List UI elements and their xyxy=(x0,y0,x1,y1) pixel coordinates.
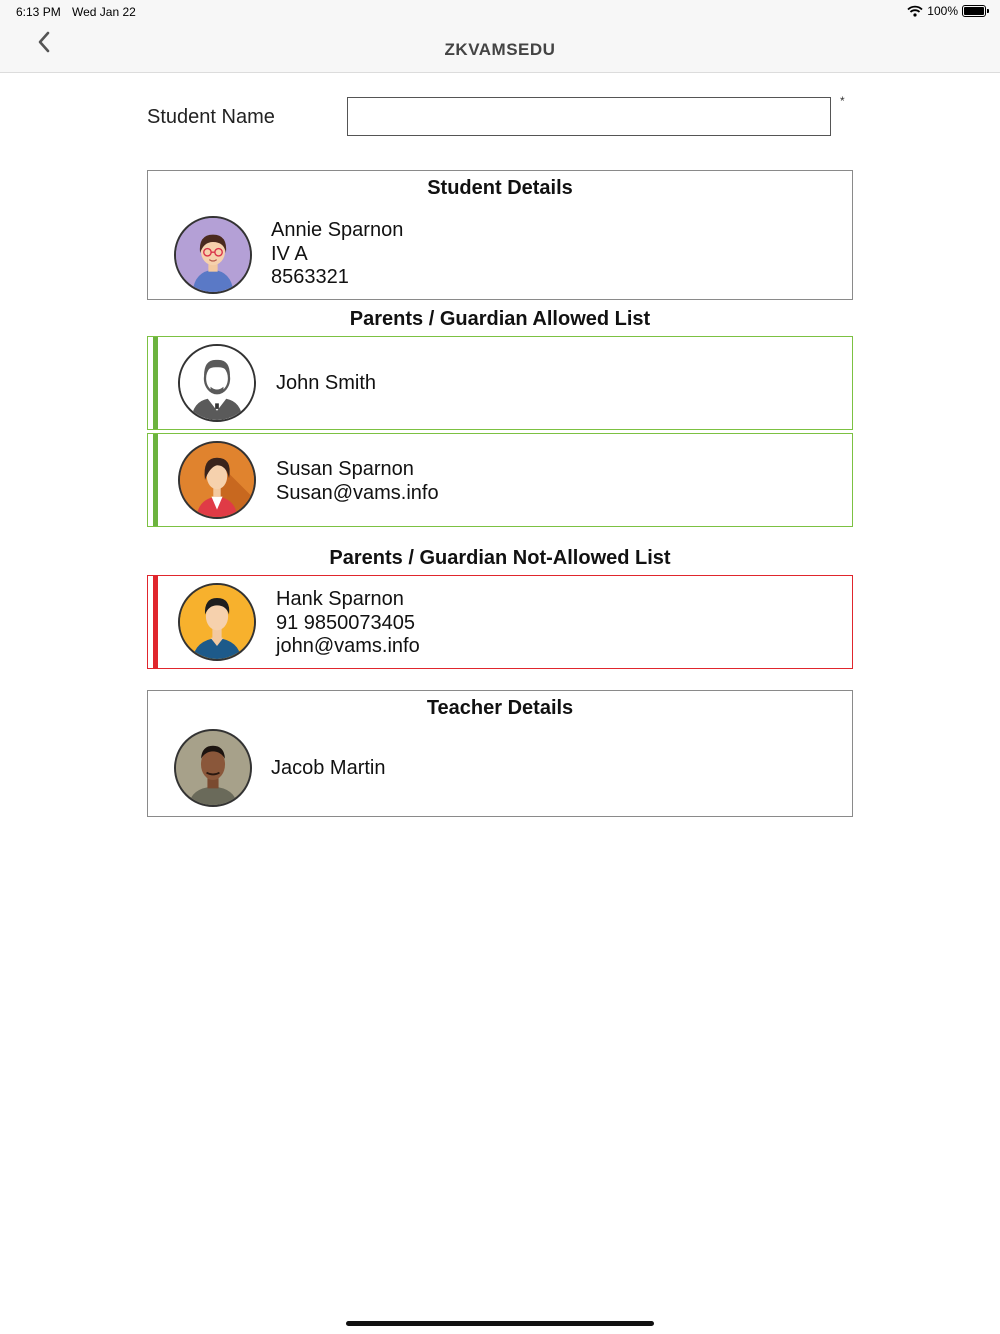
required-mark: * xyxy=(840,94,845,108)
student-id: 8563321 xyxy=(271,266,349,288)
allowed-list-item[interactable] xyxy=(147,433,853,527)
teacher-details-card xyxy=(147,690,853,817)
status-date: Wed Jan 22 xyxy=(72,5,136,19)
student-avatar xyxy=(174,216,252,294)
not-allowed-indicator xyxy=(153,576,158,668)
teacher-name: Jacob Martin xyxy=(271,757,386,779)
allowed-indicator xyxy=(153,337,158,429)
home-indicator[interactable] xyxy=(346,1321,654,1326)
guardian-avatar xyxy=(178,583,256,661)
battery-icon xyxy=(962,5,986,17)
battery-percent: 100% xyxy=(927,4,958,18)
guardian-name: John Smith xyxy=(276,372,377,394)
student-avatar-icon xyxy=(176,218,250,292)
guardian-email: john@vams.info xyxy=(276,635,420,657)
student-name-label: Student Name xyxy=(147,106,275,128)
man-avatar-icon xyxy=(180,585,254,659)
student-details-card xyxy=(147,170,853,300)
student-name-input[interactable] xyxy=(347,97,831,136)
allowed-indicator xyxy=(153,434,158,526)
guardian-name: Hank Sparnon xyxy=(276,588,404,610)
student-name-row xyxy=(147,96,857,138)
student-class: IV A xyxy=(271,242,308,265)
teacher-avatar xyxy=(174,729,252,807)
allowed-list-item[interactable] xyxy=(147,336,853,430)
status-time: 6:13 PM xyxy=(16,5,61,19)
status-bar xyxy=(0,0,1000,24)
guardian-name: Susan Sparnon xyxy=(276,458,414,480)
app-brand-logo: ZKVAMSEDU xyxy=(444,40,556,59)
teacher-details-title: Teacher Details xyxy=(426,697,574,719)
woman-avatar-icon xyxy=(180,443,254,517)
man-silhouette-icon xyxy=(180,346,254,420)
guardian-phone: 91 9850073405 xyxy=(276,611,416,634)
guardian-avatar xyxy=(178,344,256,422)
wifi-icon xyxy=(907,5,923,17)
student-details-title: Student Details xyxy=(427,177,573,199)
guardian-avatar xyxy=(178,441,256,519)
student-name: Annie Sparnon xyxy=(271,219,404,241)
not-allowed-list-item[interactable] xyxy=(147,575,853,669)
guardian-email: Susan@vams.info xyxy=(276,481,439,504)
not-allowed-list-title: Parents / Guardian Not-Allowed List xyxy=(329,547,671,569)
teacher-photo-icon xyxy=(176,731,250,805)
allowed-list-title: Parents / Guardian Allowed List xyxy=(349,308,651,330)
